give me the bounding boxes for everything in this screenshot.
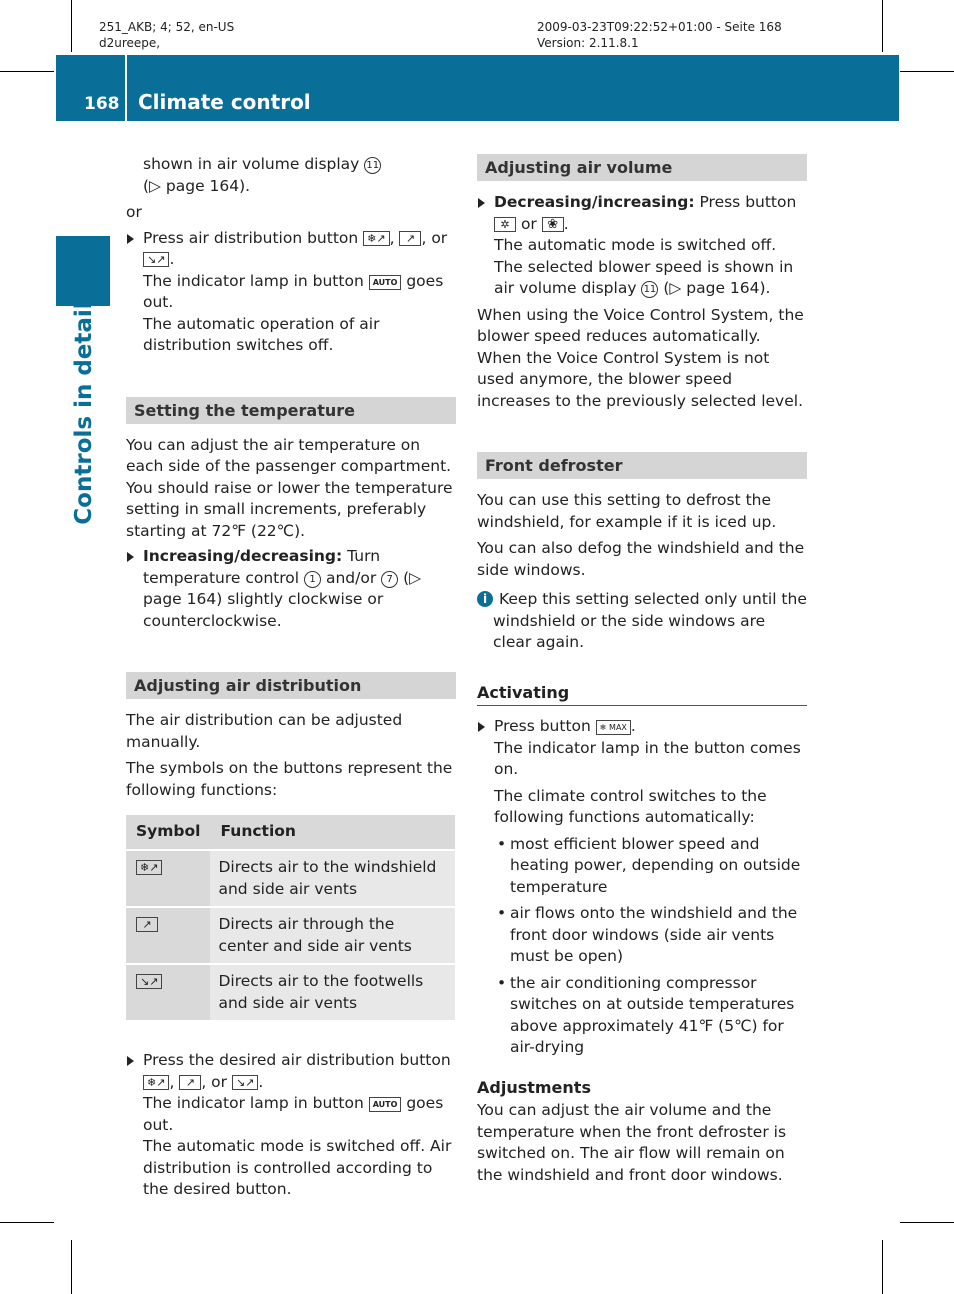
adjustments-paragraph: You can adjust the air volume and the temperature when the front defroster is switched on. The air flow will remain on the windshield and front door windows. [477, 1101, 787, 1184]
temperature-paragraph: You can adjust the air temperature on each side of the passenger compartment. You should raise or lower the temperature setting in small increments, preferably starting at 72℉ (22℃). [126, 435, 453, 540]
voice-control-paragraph: When using the Voice Control System, the blower speed reduces automatically. When the Voice Control System is not used anymore, the blower speed increases to the previously selected level. [477, 305, 804, 410]
step-activate-defroster: Press button ❄ MAX . The indicator lamp in the button comes on. The climate control switches to the following functions automatically: [477, 716, 807, 829]
table-row [126, 964, 455, 1021]
chapter-title: Climate control [138, 90, 311, 114]
crop-mark [900, 1222, 954, 1223]
table-cell: Directs air to the footwells and side air vents [210, 964, 455, 1021]
list-item: • the air conditioning compressor switches on at outside temperatures above approximately 41℉ (5℃) for air-drying [497, 973, 795, 1056]
defrost-max-icon: ❄ MAX [596, 720, 631, 735]
ref-number: 1 [304, 571, 321, 588]
auto-icon: AUTO [369, 275, 402, 290]
step-arrow-icon [127, 552, 134, 562]
step-arrow-icon [478, 722, 485, 732]
windshield-and-side-vents-icon: ❄↗ [136, 860, 162, 875]
left-column [126, 154, 456, 1201]
crop-mark [882, 1240, 883, 1294]
step-result: The climate control switches to the following functions automatically: [494, 786, 767, 826]
ref-number: 11 [641, 281, 658, 298]
step-arrow-icon [127, 1056, 134, 1066]
table-cell: Directs air to the windshield and side air vents [210, 850, 455, 907]
list-item: • air flows onto the windshield and the front door windows (side air vents must be open) [497, 904, 798, 965]
step-result: The indicator lamp in the button comes on. [494, 738, 801, 778]
table-header: Symbol [126, 815, 210, 850]
step-result: The automatic mode is switched off. Air distribution is controlled according to the desired button. [143, 1137, 452, 1198]
or-text: or [126, 203, 142, 221]
footwell-and-side-vents-icon: ↘↗ [232, 1075, 258, 1090]
auto-icon: AUTO [369, 1097, 402, 1112]
step-result: The automatic mode is switched off. The selected blower speed is shown in air volume display 11 (▷ page 164). [494, 236, 794, 297]
print-meta-left [99, 19, 234, 51]
right-column [477, 114, 807, 1186]
crop-mark [0, 1222, 54, 1223]
defroster-paragraph: You can use this setting to defrost the windshield, for example if it is iced up. [477, 491, 777, 531]
table-header: Function [210, 815, 455, 850]
ref-number: 11 [364, 157, 381, 174]
crop-mark [71, 1240, 72, 1294]
step-air-distribution: Press air distribution button ❄↗ , ↗ , or ↘↗ . The indicator lamp in button AUTO goes out. The automatic operation of air distribution switches off. [126, 228, 456, 357]
function-table [126, 815, 455, 1022]
step-air-volume: Decreasing/increasing: Press button ✲ or ❀ . The automatic mode is switched off. The selected blower speed is shown in air volume display 11 (▷ page 164). [477, 192, 807, 300]
crop-mark [0, 71, 54, 72]
step-result: The indicator lamp in button AUTO goes out. [143, 271, 444, 311]
footwell-and-side-vents-icon: ↘↗ [143, 252, 169, 267]
section-heading-temperature: Setting the temperature [126, 397, 456, 424]
list-item: • most efficient blower speed and heating power, depending on outside temperature [497, 834, 801, 896]
fan-small-icon: ✲ [494, 217, 516, 232]
center-and-side-vents-icon: ↗ [136, 917, 158, 932]
crop-mark [71, 0, 72, 52]
table-row [126, 850, 455, 907]
table-header-row [126, 815, 455, 850]
subheading-activating: Activating [477, 682, 807, 707]
windshield-and-side-vents-icon: ❄↗ [363, 231, 389, 246]
windshield-and-side-vents-icon: ❄↗ [143, 1075, 169, 1090]
sidebar-tab [56, 236, 110, 306]
crop-mark [882, 0, 883, 52]
page-number: 168 [84, 94, 120, 114]
fan-large-icon: ❀ [542, 217, 564, 232]
subheading-adjustments: Adjustments [477, 1077, 591, 1097]
step-arrow-icon [127, 234, 134, 244]
crop-mark [900, 71, 954, 72]
header-separator [125, 55, 127, 121]
section-heading-distribution: Adjusting air distribution [126, 672, 456, 699]
section-heading-defroster: Front defroster [477, 452, 807, 479]
section-heading-volume: Adjusting air volume [477, 154, 807, 181]
print-meta-right [537, 19, 782, 51]
center-and-side-vents-icon: ↗ [399, 231, 421, 246]
ref-number: 7 [381, 571, 398, 588]
footwell-and-side-vents-icon: ↘↗ [136, 974, 162, 989]
defroster-paragraph: You can also defog the windshield and the side windows. [477, 539, 805, 579]
intro-text: shown in air volume display 11 (▷ page 164). [126, 154, 456, 197]
distribution-paragraph: The air distribution can be adjusted manually. [126, 711, 403, 751]
step-result: The indicator lamp in button AUTO goes out. [143, 1094, 444, 1134]
distribution-paragraph: The symbols on the buttons represent the following functions: [126, 759, 453, 799]
meta-line: 2009-03-23T09:22:52+01:00 - Seite 168 [537, 20, 782, 34]
sidebar-label [44, 301, 124, 525]
step-arrow-icon [478, 198, 485, 208]
info-note: i Keep this setting selected only until the windshield or the side windows are clear again. [477, 589, 807, 654]
step-desired-distribution: Press the desired air distribution button ❄↗ , ↗ , or ↘↗ . The indicator lamp in button AUTO goes out. The automatic mode is switched off. Air distribution is controlled according to the desired button. [126, 1050, 456, 1201]
center-and-side-vents-icon: ↗ [179, 1075, 201, 1090]
table-cell: Directs air through the center and side air vents [210, 907, 455, 964]
meta-line: 251_AKB; 4; 52, en-US [99, 20, 235, 34]
meta-line: Version: 2.11.8.1 [537, 36, 639, 50]
meta-line: d2ureepe, [99, 36, 161, 50]
sidebar-label-text: Controls in detail [71, 301, 97, 525]
table-row [126, 907, 455, 964]
step-temperature: Increasing/decreasing: Turn temperature control 1 and/or 7 (▷ page 164) slightly clockwise or counterclockwise. [126, 546, 456, 632]
step-result: The automatic operation of air distribution switches off. [143, 314, 380, 354]
info-icon: i [477, 591, 493, 607]
